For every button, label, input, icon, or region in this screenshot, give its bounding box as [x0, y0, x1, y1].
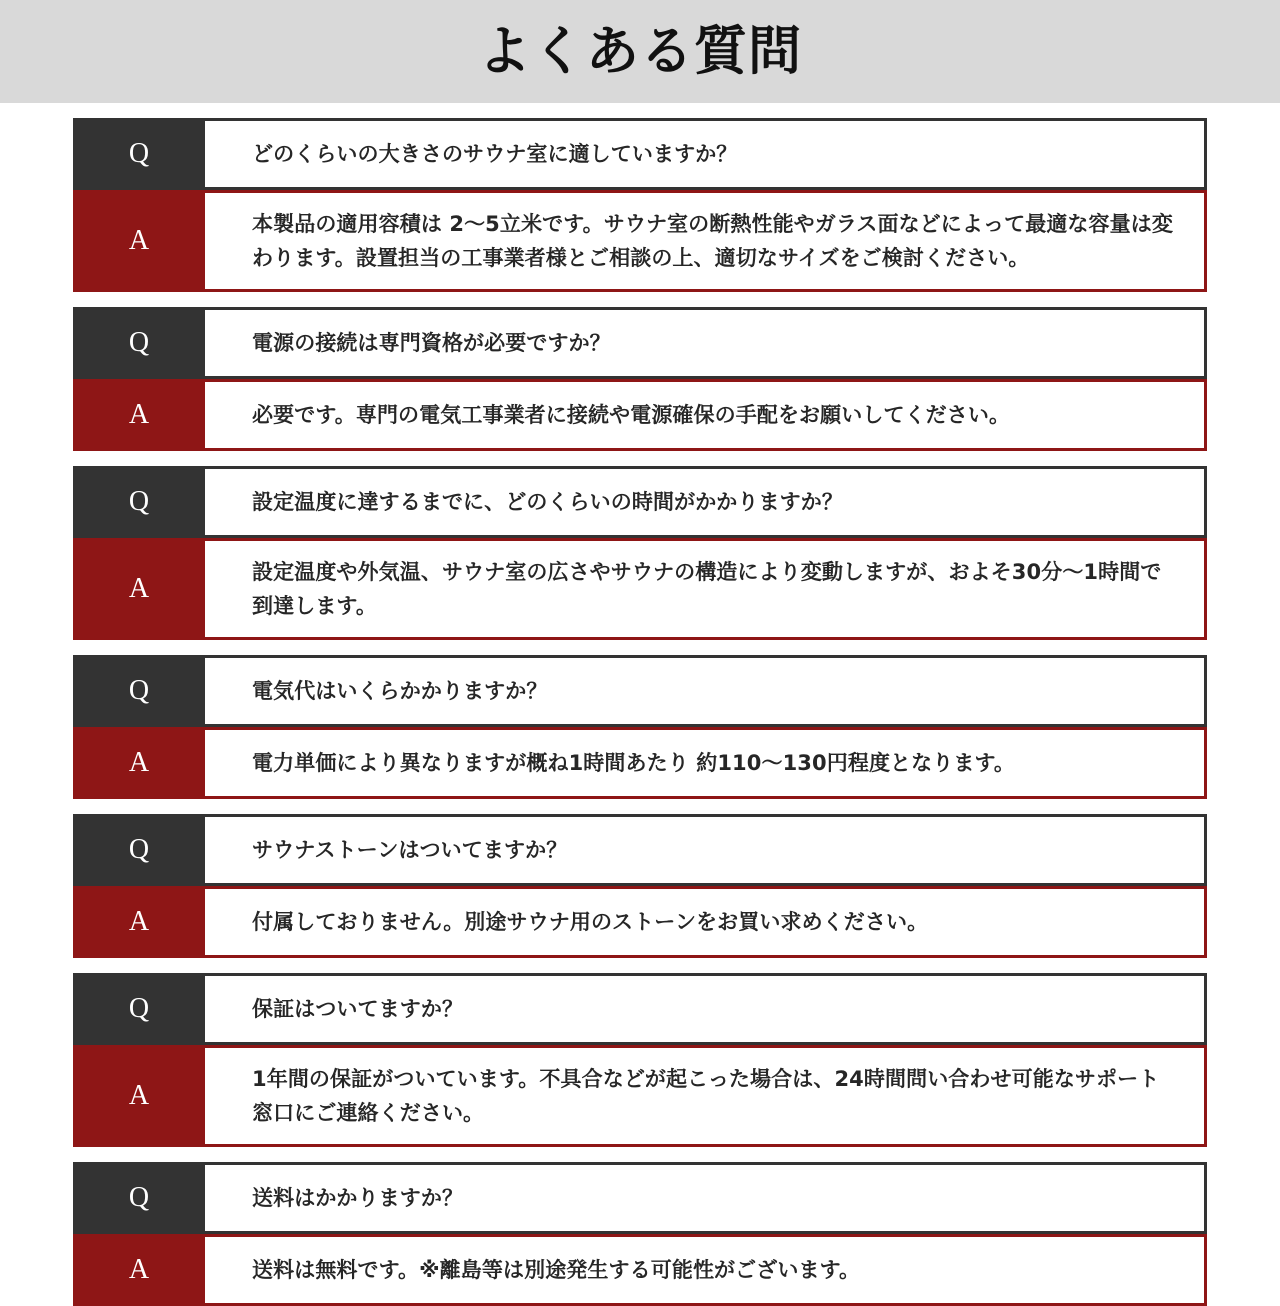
- answer-panel: [205, 538, 1207, 640]
- faq-answer-row: [73, 379, 1207, 451]
- answer-marker-badge: A: [73, 379, 205, 451]
- answer-text: 本製品の適用容積は 2〜5立米です。サウナ室の断熱性能やガラス面などによって最適な容量は変わります。設置担当の工事業者様とご相談の上、適切なサイズをご検討ください。: [252, 212, 1173, 271]
- faq-item: [73, 307, 1207, 451]
- question-text: サウナストーンはついてますか？: [252, 838, 568, 863]
- answer-text: 必要です。専門の電気工事業者に接続や電源確保の手配をお願いしてください。: [252, 403, 1011, 428]
- answer-text: 付属しておりません。別途サウナ用のストーンをお買い求めください。: [252, 910, 929, 935]
- faq-item: [73, 655, 1207, 799]
- faq-item: [73, 466, 1207, 640]
- answer-panel: [205, 1234, 1207, 1306]
- faq-list: [73, 118, 1207, 1306]
- answer-text: 電力単価により異なりますが概ね1時間あたり 約110〜130円程度となります。: [252, 751, 1016, 776]
- question-marker-badge: Q: [73, 1162, 205, 1234]
- faq-answer-row: [73, 190, 1207, 292]
- answer-panel: [205, 190, 1207, 292]
- question-panel[interactable]: [205, 118, 1207, 190]
- faq-question-row[interactable]: [73, 1162, 1207, 1234]
- faq-answer-row: [73, 538, 1207, 640]
- question-text: 設定温度に達するまでに、どのくらいの時間がかかりますか？: [252, 490, 843, 515]
- answer-marker-badge: A: [73, 886, 205, 958]
- question-marker-badge: Q: [73, 814, 205, 886]
- question-panel[interactable]: [205, 307, 1207, 379]
- page-header: [0, 0, 1280, 103]
- question-marker-badge: Q: [73, 118, 205, 190]
- answer-marker-badge: A: [73, 538, 205, 640]
- question-panel[interactable]: [205, 655, 1207, 727]
- faq-answer-row: [73, 727, 1207, 799]
- page-title: よくある質問: [477, 21, 803, 82]
- question-panel[interactable]: [205, 466, 1207, 538]
- faq-question-row[interactable]: [73, 655, 1207, 727]
- question-text: どのくらいの大きさのサウナ室に適していますか？: [252, 141, 738, 166]
- answer-marker-badge: A: [73, 727, 205, 799]
- question-marker-badge: Q: [73, 466, 205, 538]
- question-marker-badge: Q: [73, 655, 205, 727]
- question-text: 電源の接続は専門資格が必要ですか？: [252, 331, 611, 356]
- answer-panel: [205, 727, 1207, 799]
- faq-answer-row: [73, 1045, 1207, 1147]
- faq-answer-row: [73, 1234, 1207, 1306]
- question-panel[interactable]: [205, 814, 1207, 886]
- faq-question-row[interactable]: [73, 466, 1207, 538]
- question-panel[interactable]: [205, 973, 1207, 1045]
- faq-item: [73, 973, 1207, 1147]
- faq-question-row[interactable]: [73, 118, 1207, 190]
- answer-panel: [205, 1045, 1207, 1147]
- question-marker-badge: Q: [73, 973, 205, 1045]
- answer-marker-badge: A: [73, 1045, 205, 1147]
- question-text: 送料はかかりますか？: [252, 1186, 464, 1211]
- answer-marker-badge: A: [73, 1234, 205, 1306]
- faq-item: [73, 814, 1207, 958]
- faq-item: [73, 118, 1207, 292]
- faq-question-row[interactable]: [73, 814, 1207, 886]
- answer-marker-badge: A: [73, 190, 205, 292]
- question-text: 保証はついてますか？: [252, 997, 464, 1022]
- answer-panel: [205, 379, 1207, 451]
- question-text: 電気代はいくらかかりますか？: [252, 679, 548, 704]
- answer-text: 設定温度や外気温、サウナ室の広さやサウナの構造により変動しますが、およそ30分〜1時間で到達します。: [252, 560, 1162, 619]
- question-panel[interactable]: [205, 1162, 1207, 1234]
- answer-text: 送料は無料です。※離島等は別途発生する可能性がございます。: [252, 1258, 861, 1283]
- faq-answer-row: [73, 886, 1207, 958]
- question-marker-badge: Q: [73, 307, 205, 379]
- faq-question-row[interactable]: [73, 973, 1207, 1045]
- faq-question-row[interactable]: [73, 307, 1207, 379]
- faq-item: [73, 1162, 1207, 1306]
- answer-panel: [205, 886, 1207, 958]
- answer-text: 1年間の保証がついています。不具合などが起こった場合は、24時間問い合わせ可能なサポート窓口にご連絡ください。: [252, 1067, 1160, 1126]
